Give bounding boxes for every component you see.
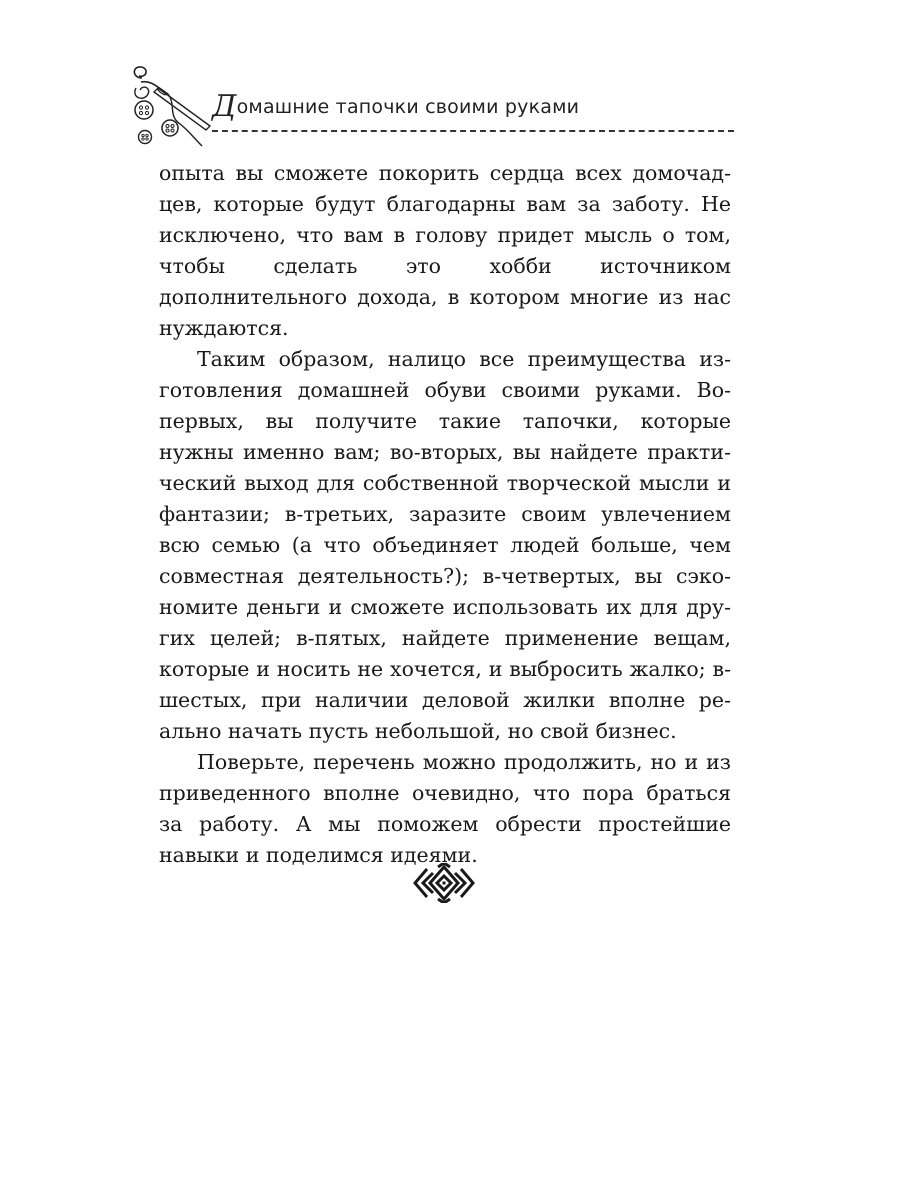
running-header (128, 64, 738, 154)
paragraph: Поверьте, перечень можно продолжить, но и из приведенного вполне очевидно, что пора браться за работу. А мы поможем обрести простейшие навыки и поделимся идеями. (159, 750, 731, 867)
running-title (212, 89, 580, 124)
sewing-needle-buttons-icon (128, 64, 212, 152)
paragraph: опыта вы сможете покорить сердца всех домочадцев, которые будут благодарны вам за заботу. Не исключено, что вам в голову придет мысль о том, чтобы сделать это хобби источником дополнительного дохода, в котором многие из нас нуждаются. (159, 161, 731, 340)
header-dashed-rule (212, 130, 734, 132)
body-text (159, 158, 731, 871)
folk-diamond-ornament-icon (413, 863, 475, 903)
paragraph: Таким образом, налицо все преимущества изготовления домашней обуви своими руками. Во-первых, вы получите такие тапочки, которые нужны именно вам; во-вторых, вы найдете практический выход для собственной творческой мысли и фантазии; в-третьих, заразите своим увлечением всю семью (а что объединяет людей больше, чем совместная деятельность?); в-четвертых, вы сэкономите деньги и сможете использовать их для других целей; в-пятых, найдете применение вещам, которые и носить не хочется, и выбросить жалко; в-шестых, при наличии деловой жилки вполне реально начать пусть небольшой, но свой бизнес. (159, 347, 731, 743)
running-title-text: омашние тапочки своими руками (236, 96, 580, 118)
running-title-initial: Д (212, 89, 237, 124)
